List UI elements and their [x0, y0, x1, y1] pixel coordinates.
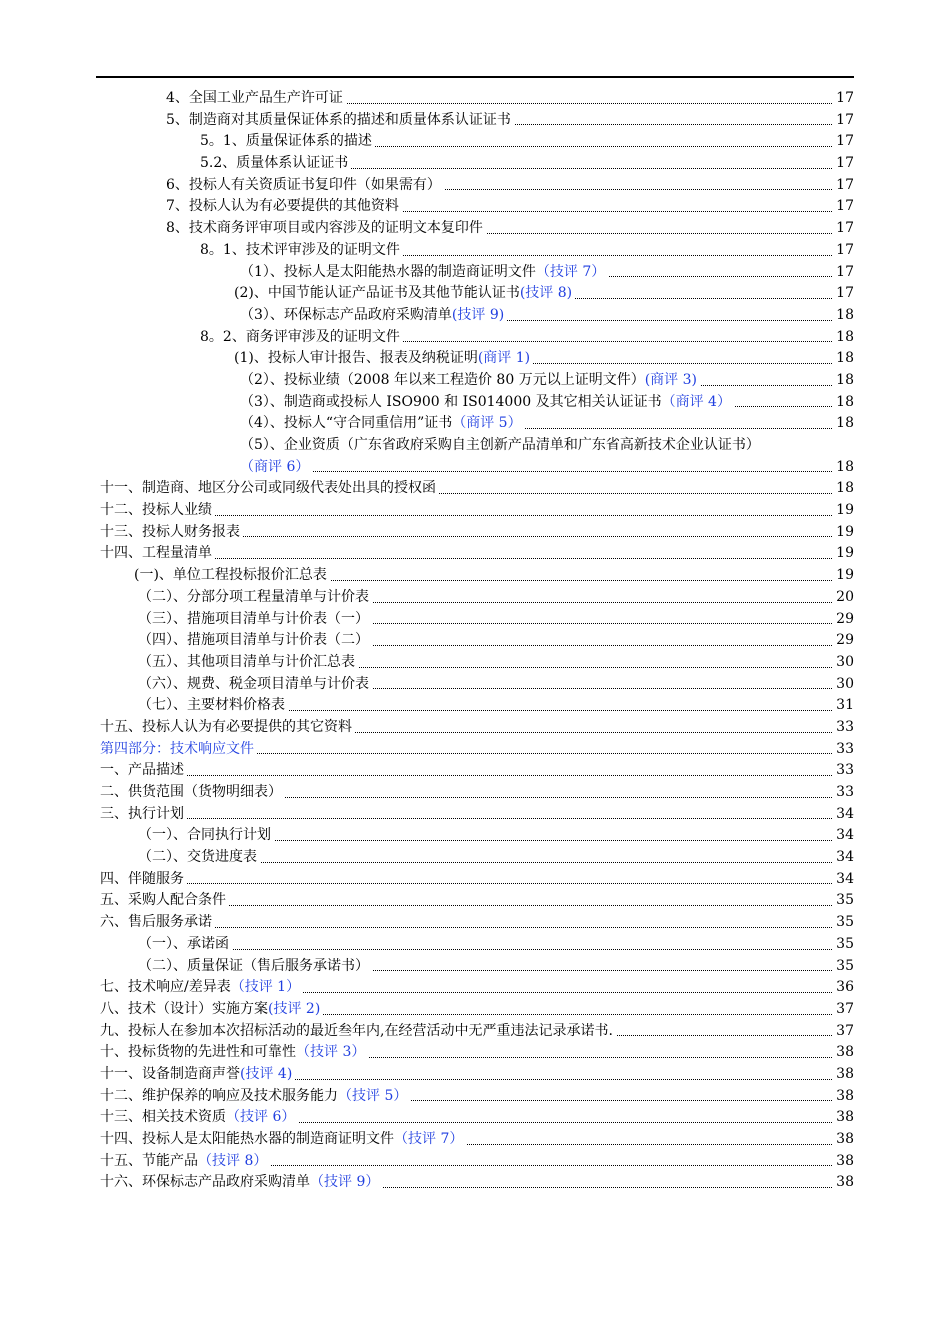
toc-entry-text: （3）、环保标志产品政府采购清单 [240, 306, 452, 323]
toc-entry-text: 十一、设备制造商声誉 [100, 1065, 240, 1082]
toc-entry[interactable] [0, 782, 950, 804]
toc-page-number: 38 [833, 1151, 854, 1173]
toc-page-number: 18 [833, 327, 854, 349]
toc-entry-title [138, 847, 260, 869]
toc-entry[interactable] [0, 1064, 950, 1086]
toc-entry[interactable] [0, 88, 950, 110]
toc-entry-title [100, 1151, 270, 1173]
toc-entry-title [166, 88, 346, 110]
toc-entry-title [138, 674, 372, 696]
toc-entry-title [240, 413, 525, 435]
toc-entry-ref-tag: (技评 9) [451, 306, 505, 323]
toc-entry-ref-tag: (商评 1) [477, 350, 531, 367]
toc-page-number: 33 [833, 760, 854, 782]
toc-entry-text: 5、制造商对其质量保证体系的描述和质量体系认证证书 [166, 111, 511, 128]
toc-entry[interactable] [0, 435, 950, 457]
toc-entry[interactable] [0, 847, 950, 869]
toc-entry[interactable] [0, 739, 950, 761]
toc-entry[interactable] [0, 695, 950, 717]
toc-entry[interactable] [0, 630, 950, 652]
toc-page-number: 18 [833, 305, 854, 327]
toc-entry-title [100, 890, 229, 912]
toc-entry[interactable] [0, 956, 950, 978]
toc-entry[interactable] [0, 1086, 950, 1108]
toc-entry-text: 十三、相关技术资质 [100, 1109, 226, 1126]
toc-entry-title [240, 392, 734, 414]
toc-page-number: 38 [833, 1172, 854, 1194]
toc-page-number: 36 [833, 977, 854, 999]
toc-entry-text: （七）、主要材料价格表 [138, 697, 285, 714]
toc-page-number: 34 [833, 825, 854, 847]
toc-entry-text: 5.2、质量体系认证证书 [200, 155, 349, 172]
toc-page-number: 18 [833, 370, 854, 392]
toc-page-number: 17 [833, 283, 854, 305]
toc-entry-title [100, 869, 187, 891]
toc-entry-text: 六、售后服务承诺 [100, 914, 212, 931]
toc-page-number: 17 [833, 110, 854, 132]
toc-entry-title [100, 1064, 295, 1086]
toc-entry-text: 十一、制造商、地区分公司或同级代表处出具的授权函 [100, 480, 436, 497]
toc-entry-title [100, 522, 243, 544]
toc-entry-ref-tag: （商评 4） [661, 393, 731, 410]
toc-entry-title [100, 760, 187, 782]
toc-entry-title [100, 977, 303, 999]
toc-entry-text: 十二、投标人业绩 [100, 502, 212, 519]
toc-entry-text: （二）、质量保证（售后服务承诺书） [138, 957, 369, 974]
toc-entry[interactable] [0, 348, 950, 370]
toc-page-number: 17 [833, 153, 854, 175]
toc-entry-text: 十、投标货物的先进性和可靠性 [100, 1044, 296, 1061]
toc-page-number: 38 [833, 1042, 854, 1064]
toc-entry-text: 十四、投标人是太阳能热水器的制造商证明文件 [100, 1131, 394, 1147]
dot-leader [104, 883, 840, 884]
toc-entry-title [234, 283, 575, 305]
toc-entry-title [100, 1129, 466, 1151]
toc-entry-title [100, 912, 215, 934]
toc-entry[interactable] [0, 543, 950, 565]
toc-entry[interactable] [0, 674, 950, 696]
toc-entry-text: 三、执行计划 [100, 805, 184, 822]
toc-entry-ref-tag: （技评 7） [535, 263, 606, 280]
toc-entry[interactable] [0, 825, 950, 847]
toc-entry-ref-tag: （商评 5） [452, 415, 522, 432]
toc-entry[interactable] [0, 305, 950, 327]
toc-page-number: 17 [833, 240, 854, 262]
toc-entry-text: (2)、中国节能认证产品证书及其他节能认证书 [234, 285, 520, 302]
toc-entry[interactable] [0, 760, 950, 782]
toc-entry[interactable] [0, 370, 950, 392]
toc-page-number: 19 [833, 500, 854, 522]
toc-entry-text: （四）、措施项目清单与计价表（二） [138, 632, 369, 649]
dot-leader [244, 471, 840, 472]
toc-page-number: 17 [833, 131, 854, 153]
toc-entry-title [134, 565, 330, 587]
toc-page-number: 33 [833, 717, 854, 739]
toc-entry[interactable] [0, 565, 950, 587]
toc-entry-title [200, 131, 375, 153]
toc-entry-text: （二）、交货进度表 [138, 849, 257, 866]
toc-entry[interactable] [0, 1151, 950, 1173]
toc-entry-text: 八、技术（设计）实施方案 [100, 1000, 268, 1017]
toc-entry-title [138, 934, 232, 956]
toc-page-number: 17 [833, 218, 854, 240]
toc-entry[interactable] [0, 478, 950, 500]
toc-entry-text: （一）、承诺函 [138, 935, 229, 952]
toc-entry-title [138, 695, 288, 717]
toc-entry-text: 5。1、质量保证体系的描述 [200, 133, 372, 150]
toc-entry[interactable] [0, 196, 950, 218]
toc-entry-title [138, 609, 372, 631]
toc-entry-ref-tag: （技评 3） [296, 1044, 366, 1061]
toc-entry-title [166, 218, 486, 240]
toc-entry-title [240, 262, 608, 284]
toc-entry-text: （4）、投标人“守合同重信用”证书 [240, 415, 453, 432]
toc-page-number: 29 [833, 630, 854, 652]
toc-page-number: 17 [833, 262, 854, 284]
toc-entry-text: 十三、投标人财务报表 [100, 523, 240, 540]
toc-entry-ref-tag: （技评 9） [310, 1174, 380, 1191]
toc-entry-title [100, 739, 257, 761]
toc-entry[interactable] [0, 717, 950, 739]
toc-page-number: 17 [833, 196, 854, 218]
toc-entry-title [234, 348, 533, 370]
toc-entry-ref-tag: 第四部分：技术响应文件 [100, 740, 254, 757]
toc-entry[interactable] [0, 999, 950, 1021]
toc-entry-text: (1)、投标人审计报告、报表及纳税证明 [234, 350, 478, 367]
toc-entry-text: 4、全国工业产品生产许可证 [166, 90, 343, 106]
toc-page-number: 38 [833, 1064, 854, 1086]
toc-entry-text: （3）、制造商或投标人 ISO900 和 IS014000 及其它相关认证证书 [240, 393, 662, 410]
toc-page-number: 35 [833, 890, 854, 912]
toc-entry-text: 8、技术商务评审项目或内容涉及的证明文本复印件 [166, 220, 483, 237]
toc-entry[interactable] [0, 392, 950, 414]
toc-entry-ref-tag: （商评 6） [240, 458, 310, 475]
toc-page-number: 35 [833, 934, 854, 956]
toc-entry-title [166, 175, 444, 197]
toc-entry-text: （六）、规费、税金项目清单与计价表 [138, 675, 369, 692]
toc-entry[interactable] [0, 1107, 950, 1129]
toc-entry[interactable] [0, 131, 950, 153]
toc-entry[interactable] [0, 413, 950, 435]
toc-page-number: 31 [833, 695, 854, 717]
toc-entry-text: 四、伴随服务 [100, 870, 184, 887]
toc-entry-text: 十二、维护保养的响应及技术服务能力 [100, 1087, 338, 1104]
toc-entry[interactable] [0, 1129, 950, 1151]
toc-entry[interactable] [0, 500, 950, 522]
toc-entry-title [100, 1086, 410, 1108]
toc-entry-text: 6、投标人有关资质证书复印件（如果需有） [166, 176, 441, 193]
toc-entry-title [200, 327, 403, 349]
toc-entry-text: 二、供货范围（货物明细表） [100, 784, 282, 800]
toc-entry[interactable] [0, 587, 950, 609]
toc-page-number: 20 [833, 587, 854, 609]
toc-entry-ref-tag: （技评 1） [230, 979, 301, 996]
toc-entry-ref-tag: (商评 3) [644, 371, 697, 388]
toc-page-number: 19 [833, 543, 854, 565]
toc-page-number: 38 [833, 1129, 854, 1151]
toc-entry-title [100, 717, 355, 739]
dot-leader [142, 949, 840, 950]
toc-page-number: 35 [833, 912, 854, 934]
toc-entry-title [100, 782, 285, 804]
toc-entry-text: 十五、节能产品 [100, 1152, 198, 1169]
toc-entry[interactable] [0, 522, 950, 544]
toc-page-number: 29 [833, 609, 854, 631]
toc-entry-ref-tag: (技评 2) [268, 1000, 321, 1017]
toc-page-number: 18 [833, 478, 854, 500]
toc-entry[interactable] [0, 1042, 950, 1064]
dot-leader [104, 818, 840, 819]
toc-entry-title [200, 153, 351, 175]
toc-entry[interactable] [0, 934, 950, 956]
toc-page-number: 37 [833, 999, 854, 1021]
toc-entry-ref-tag: (技评 4) [240, 1065, 293, 1082]
toc-page-number: 18 [833, 348, 854, 370]
toc-entry[interactable] [0, 869, 950, 891]
toc-entry[interactable] [0, 283, 950, 305]
dot-leader [104, 775, 840, 776]
toc-page-number: 19 [833, 522, 854, 544]
toc-entry-title [166, 110, 514, 132]
toc-entry[interactable] [0, 1172, 950, 1194]
toc-entry-title [100, 1021, 616, 1043]
toc-entry-title [138, 956, 372, 978]
toc-page-number: 38 [833, 1086, 854, 1108]
toc-entry-text: 8。1、技术评审涉及的证明文件 [200, 241, 400, 258]
toc-entry[interactable] [0, 652, 950, 674]
toc-entry-title [166, 196, 402, 218]
toc-entry-title [200, 240, 403, 262]
toc-page-number: 33 [833, 739, 854, 761]
toc-entry-title [138, 825, 274, 847]
toc-entry-ref-tag: （技评 5） [338, 1087, 408, 1104]
toc-page-number: 33 [833, 782, 854, 804]
toc-entry-title [100, 999, 323, 1021]
toc-entry-title [240, 457, 312, 479]
toc-entry-title [100, 804, 187, 826]
toc-page-number: 37 [833, 1021, 854, 1043]
toc-page-number: 34 [833, 869, 854, 891]
toc-entry[interactable] [0, 804, 950, 826]
toc-entry-ref-tag: (技评 8) [519, 285, 573, 302]
toc-entry-text: (一)、单位工程投标报价汇总表 [134, 567, 327, 584]
toc-entry[interactable] [0, 175, 950, 197]
toc-entry[interactable] [0, 240, 950, 262]
toc-entry-title [100, 543, 215, 565]
toc-page-number: 30 [833, 674, 854, 696]
header-rule [96, 76, 854, 78]
toc-page-number: 35 [833, 956, 854, 978]
toc-entry-title [240, 370, 700, 392]
toc-entry-text: （2）、投标业绩（2008 年以来工程造价 80 万元以上证明文件） [240, 371, 645, 388]
toc-entry-text: （1）、投标人是太阳能热水器的制造商证明文件 [240, 263, 536, 280]
toc-entry-text: （三）、措施项目清单与计价表（一） [138, 610, 369, 627]
toc-entry-text: （一）、合同执行计划 [138, 827, 271, 844]
toc-page-number: 18 [833, 457, 854, 479]
toc-entry-title [100, 500, 215, 522]
toc-entry-ref-tag: （技评 7） [394, 1131, 464, 1147]
toc-entry-title [138, 652, 358, 674]
toc-page-number: 17 [833, 88, 854, 110]
toc-entry-text: 五、采购人配合条件 [100, 892, 226, 909]
toc-entry-title [100, 1107, 298, 1129]
toc-entry-text: 七、技术响应/差异表 [100, 979, 231, 996]
toc-entry[interactable] [0, 327, 950, 349]
table-of-contents [0, 88, 950, 1194]
toc-entry[interactable] [0, 912, 950, 934]
toc-entry[interactable] [0, 977, 950, 999]
toc-entry-text: 7、投标人认为有必要提供的其他资料 [166, 198, 399, 215]
toc-entry-text: （5）、企业资质（广东省政府采购自主创新产品清单和广东省高新技术企业认证书） [240, 437, 760, 453]
toc-page-number: 19 [833, 565, 854, 587]
toc-entry-text: （五）、其他项目清单与计价汇总表 [138, 653, 355, 670]
toc-page-number: 18 [833, 413, 854, 435]
toc-entry-title [100, 478, 439, 500]
toc-entry-text: 十五、投标人认为有必要提供的其它资料 [100, 718, 352, 735]
toc-entry-title [138, 630, 372, 652]
toc-page-number: 18 [833, 392, 854, 414]
toc-entry[interactable] [0, 218, 950, 240]
toc-page-number: 38 [833, 1107, 854, 1129]
toc-entry-title [240, 305, 507, 327]
toc-entry[interactable] [0, 1021, 950, 1043]
toc-page-number: 30 [833, 652, 854, 674]
toc-entry-ref-tag: （技评 8） [198, 1152, 268, 1169]
toc-page-number: 17 [833, 175, 854, 197]
toc-entry-text: （二）、分部分项工程量清单与计价表 [138, 588, 369, 605]
toc-entry[interactable] [0, 609, 950, 631]
toc-entry-title [240, 435, 763, 457]
toc-entry[interactable] [0, 457, 950, 479]
toc-entry-title [100, 1172, 382, 1194]
toc-page-number: 34 [833, 847, 854, 869]
toc-entry-title [138, 587, 372, 609]
toc-entry-text: 一、产品描述 [100, 762, 184, 779]
toc-entry-text: 十六、环保标志产品政府采购清单 [100, 1174, 310, 1191]
toc-entry-text: 十四、工程量清单 [100, 545, 212, 562]
toc-entry-ref-tag: （技评 6） [226, 1109, 296, 1126]
toc-entry[interactable] [0, 110, 950, 132]
toc-entry-title [100, 1042, 368, 1064]
toc-entry[interactable] [0, 153, 950, 175]
toc-entry-text: 九、投标人在参加本次招标活动的最近叁年内,在经营活动中无严重违法记录承诺书. [100, 1022, 613, 1039]
toc-page-number: 34 [833, 804, 854, 826]
toc-entry[interactable] [0, 890, 950, 912]
toc-entry[interactable] [0, 262, 950, 284]
toc-entry-text: 8。2、商务评审涉及的证明文件 [200, 328, 400, 345]
